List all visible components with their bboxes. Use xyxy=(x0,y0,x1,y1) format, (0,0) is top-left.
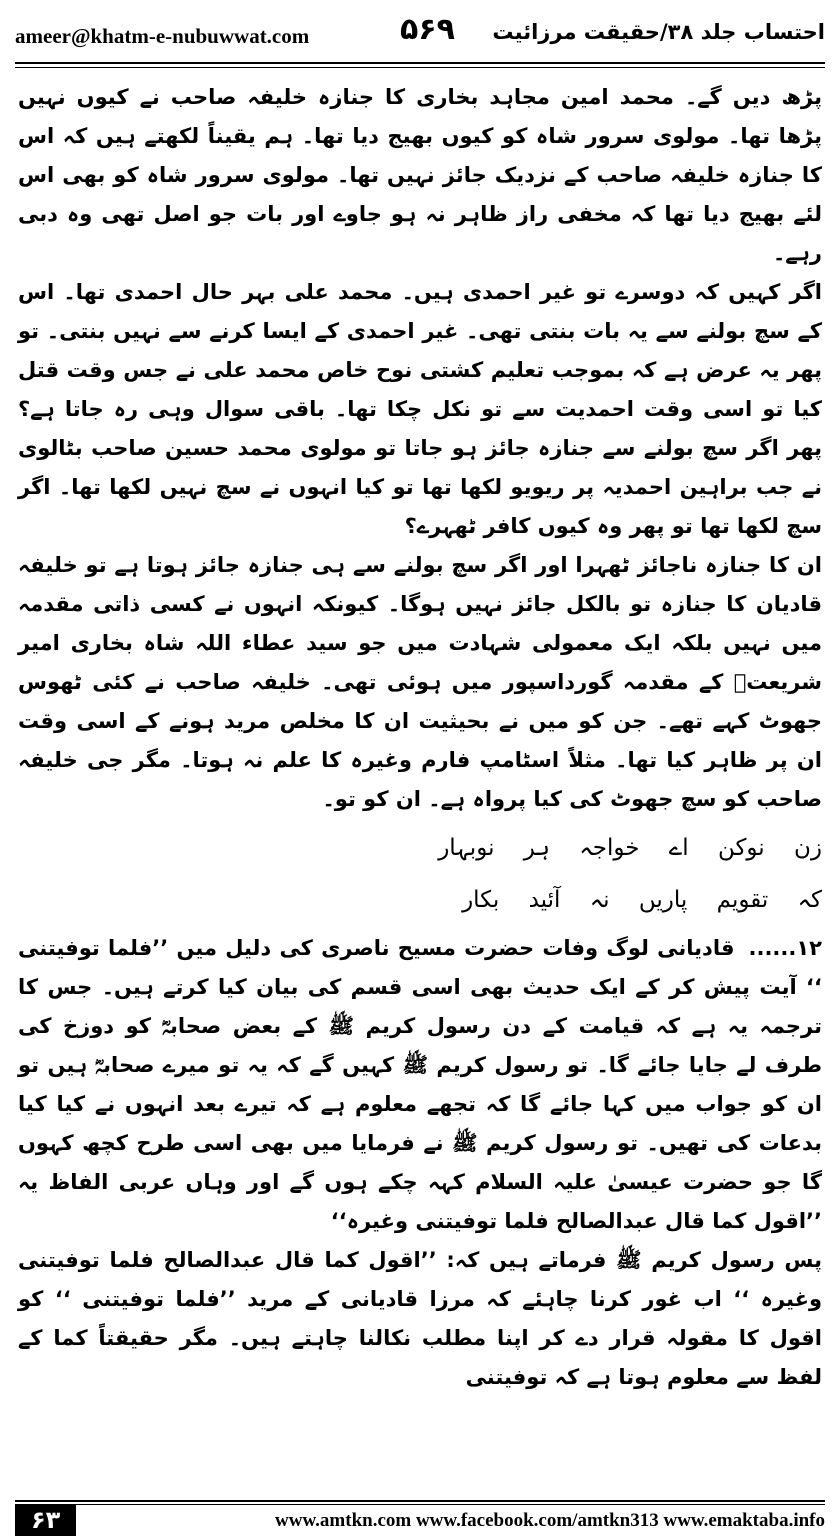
header-email[interactable]: ameer@khatm-e-nubuwwat.com xyxy=(15,24,310,48)
footer-links[interactable]: www.amtkn.com www.facebook.com/amtkn313 www.emaktaba.info xyxy=(275,1510,825,1531)
paragraph-item-12 xyxy=(18,929,822,1241)
page-footer xyxy=(15,1500,825,1538)
page-body xyxy=(18,78,822,1397)
item-number: ۱۲...... xyxy=(748,936,822,960)
page-header xyxy=(15,10,825,62)
footer-rule-thin xyxy=(15,1504,825,1505)
header-page-number: ۵۶۹ xyxy=(400,12,455,47)
header-book-title: احتساب جلد ۳۸/حقیقت مرزائیت xyxy=(492,20,825,44)
item-12-text: قادیانی لوگ وفات حضرت مسیح ناصری کی دلیل میں ’’فلما توفیتنی ‘‘ آیت پیش کر کے ایک حدیث بھی اسی قسم کی بیان کیا کرتے ہیں۔ جس کا ترجمہ یہ ہے کہ قیامت کے دن رسول کریم ﷺ کے بعض صحابہؓ کو دوزخ کی طرف لے جایا جائے گا۔ تو رسول کریم ﷺ کہیں گے کہ یہ تو میرے صحابہؓ ہیں تو ان کو جواب میں کہا جائے گا کہ تجھے معلوم ہے کہ تیرے بعد انہوں نے کیا کیا بدعات کی تھیں۔ تو رسول کریم ﷺ نے فرمایا میں بھی اسی طرح کچھ کہوں گا جو حضرت عیسیٰ علیہ السلام کہہ چکے ہوں گے اور وہاں عربی الفاظ یہ ’’اقول کما قال عبدالصالح فلما توفیتنی وغیرہ‘‘ xyxy=(18,936,822,1233)
footer-page-number: ۶۳ xyxy=(15,1504,76,1536)
verse-line-2: کہ تقویم پاریں نہ آئید بکار xyxy=(462,887,822,913)
verse-line-1: زن نوکن اے خواجہ ہر نوبہار xyxy=(438,835,822,861)
header-rule xyxy=(15,62,825,64)
footer-rule xyxy=(15,1500,825,1502)
paragraph-5: پس رسول کریم ﷺ فرماتے ہیں کہ: ’’اقول کما قال عبدالصالح فلما توفیتنی وغیرہ ‘‘ اب غور کرنا چاہئے کہ مرزا قادیانی کے مرید ’’فلما توفیتنی ‘‘ کو اقول کا مقولہ قرار دے کر اپنا مطلب نکالنا چاہتے ہیں۔ مگر حقیقتاً کما کے لفظ سے معلوم ہوتا ہے کہ توفیتنی xyxy=(18,1248,822,1389)
header-rule-thin xyxy=(15,67,825,68)
paragraph-1: پڑھ دیں گے۔ محمد امین مجاہد بخاری کا جنازہ خلیفہ صاحب نے کیوں نہیں پڑھا تھا۔ مولوی سرور شاہ کو کیوں بھیج دیا تھا۔ ہم یقیناً لکھتے ہیں کہ اس کا جنازہ خلیفہ صاحب کے نزدیک جائز نہیں تھا۔ مولوی سرور شاہ کو بھی اس لئے بھیج دیا تھا کہ مخفی راز ظاہر نہ ہو جاوے اور بات جو اصل تھی وہ دبی رہے۔ xyxy=(18,85,822,265)
paragraph-3: ان کا جنازہ ناجائز ٹھہرا اور اگر سچ بولنے سے ہی جنازہ جائز ہوتا ہے تو خلیفہ قادیان کا جنازہ تو بالکل جائز نہیں ہوگا۔ کیونکہ انہوں نے کسی ذاتی مقدمہ میں نہیں بلکہ ایک معمولی شہادت میں جو سید عطاء اللہ شاہ بخاری امیر شریعتؒ کے مقدمہ گورداسپور میں ہوئی تھی۔ خلیفہ صاحب نے کئی ٹھوس جھوٹ کہے تھے۔ جن کو میں نے بحیثیت ان کا مخلص مرید ہونے کے اسی وقت ان پر ظاہر کیا تھا۔ مثلاً اسٹامپ فارم وغیرہ کا علم نہ ہوتا۔ مگر جی خلیفہ صاحب کو سچ جھوٹ کی کیا پرواہ ہے۔ ان کو تو۔ xyxy=(18,553,822,811)
paragraph-2: اگر کہیں کہ دوسرے تو غیر احمدی ہیں۔ محمد علی بہر حال احمدی تھا۔ اس کے سچ بولنے سے یہ بات بنتی تھی۔ غیر احمدی کے ایسا کرنے سے نہیں بنتی۔ تو پھر یہ عرض ہے کہ بموجب تعلیم کشتی نوح خاص محمد علی نے جس وقت قتل کیا تو اسی وقت احمدیت سے تو نکل چکا تھا۔ باقی سوال وہی رہ جاتا ہے؟ پھر اگر سچ بولنے سے جنازہ جائز ہو جاتا تو مولوی محمد حسین صاحب بٹالوی نے جب براہین احمدیہ پر ریویو لکھا تھا تو کیا انہوں نے سچ نہیں لکھا تھا۔ اگر سچ لکھا تھا تو پھر وہ کیوں کافر ٹھہرے؟ xyxy=(18,280,822,538)
